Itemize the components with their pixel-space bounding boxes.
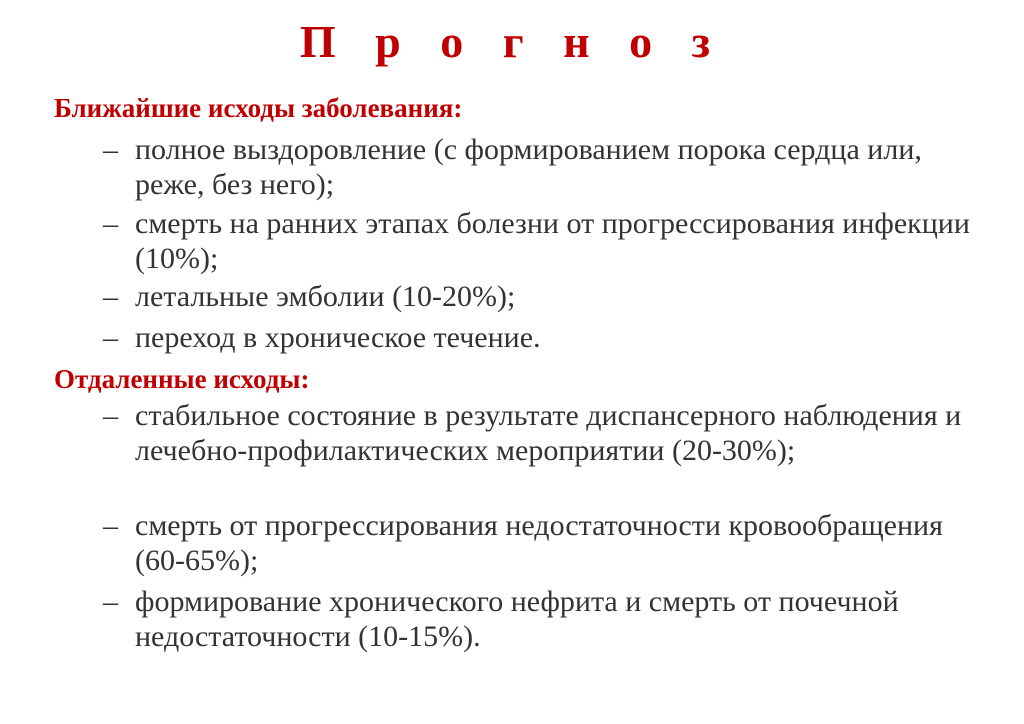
bullet-dash: –: [103, 509, 118, 542]
list-item: [103, 508, 983, 578]
bullet-dash: –: [103, 399, 118, 432]
list-item-text: смерть от прогрессирования недостаточности кровообращения (60-65%);: [135, 509, 943, 577]
bullet-dash: –: [103, 321, 118, 354]
section-heading-near-outcomes: Ближайшие исходы заболевания:: [54, 93, 463, 123]
section-heading-distant-outcomes: Отдаленные исходы:: [54, 364, 310, 394]
bullet-dash: –: [103, 585, 118, 618]
list-item: [103, 320, 983, 355]
bullet-dash: –: [103, 280, 118, 313]
list-item: [103, 206, 983, 276]
list-item: [103, 279, 983, 314]
list-item-text: полное выздоровление (с формированием порока сердца или, реже, без него);: [135, 133, 922, 201]
list-item-text: переход в хроническое течение.: [135, 321, 541, 354]
list-item: [103, 584, 983, 654]
list-item-text: летальные эмболии (10-20%);: [135, 280, 516, 313]
slide-title: П р о г н о з: [299, 16, 725, 67]
bullet-dash: –: [103, 207, 118, 240]
bullet-dash: –: [103, 133, 118, 166]
list-item-text: стабильное состояние в результате диспансерного наблюдения и лечебно-профилактических мероприятии (20-30%);: [135, 399, 962, 467]
list-item: [103, 398, 983, 468]
list-item: [103, 132, 983, 202]
list-item-text: формирование хронического нефрита и смерть от почечной недостаточности (10-15%).: [135, 585, 899, 653]
list-item-text: смерть на ранних этапах болезни от прогрессирования инфекции (10%);: [135, 207, 970, 275]
